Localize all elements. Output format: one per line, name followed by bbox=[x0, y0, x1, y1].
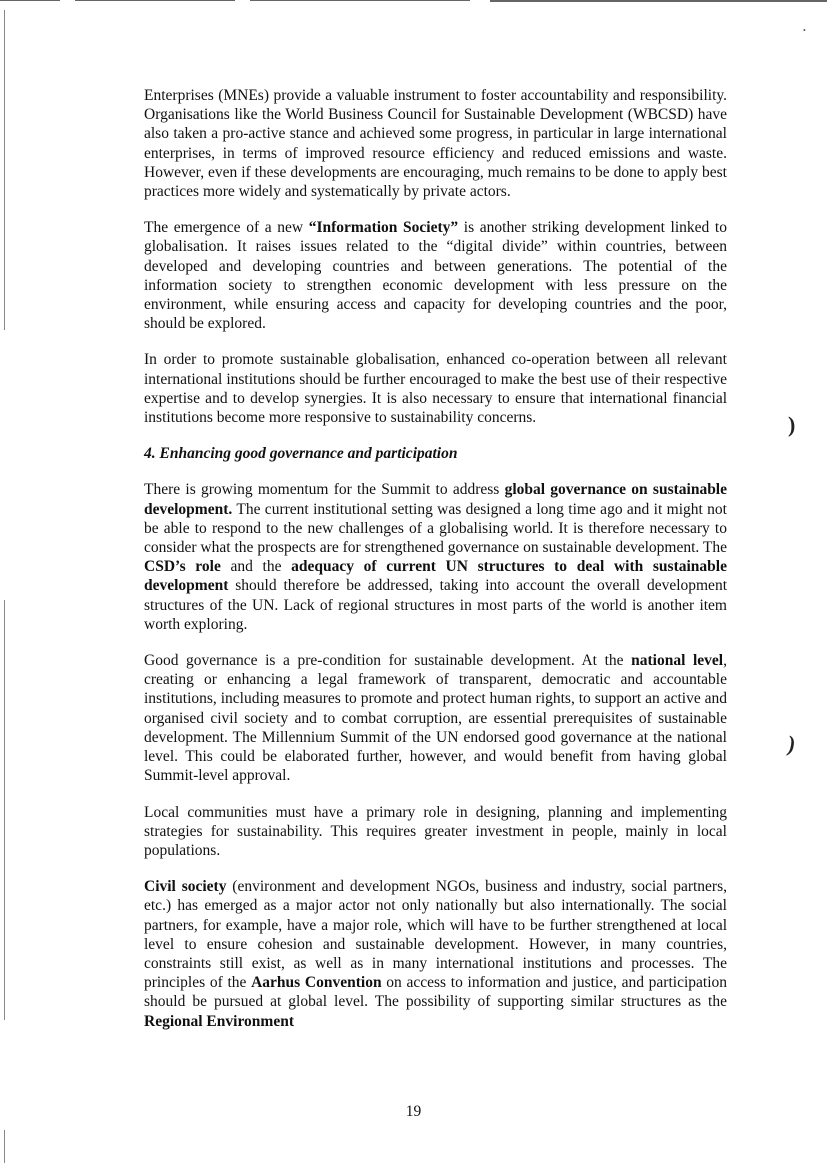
text-run: (environment and development NGOs, business and industry, social partners, etc.) has emerged as a major actor not only nationally but also internationally. The social partners, for example, have a major role, which will have to be further strengthened at local level to ensure cohesion and sustainable development. However, in many countries, constraints still exist, as well as in many international institutions and processes. The principles of the bbox=[144, 878, 727, 992]
bold-term: Regional Environment bbox=[144, 1012, 294, 1030]
top-rule-segment bbox=[0, 0, 60, 1]
bold-term: “Information Society” bbox=[308, 219, 459, 237]
text-run: is another striking development linked to globalisation. It raises issues related to the “digital divide” within countries, between developed and developing countries and between generations. The potential of the information society to strengthen economic development with less pressure on the environment, while ensuring access and capacity for developing countries and the poor, should be explored. bbox=[144, 219, 727, 333]
heading-text: 4. Enhancing good governance and participation bbox=[144, 445, 458, 463]
paragraph bbox=[144, 651, 727, 785]
document-body bbox=[144, 86, 727, 1048]
scan-speck: • bbox=[803, 26, 806, 35]
scan-edge-line bbox=[4, 10, 5, 330]
text-run: Good governance is a pre-condition for sustainable development. At the bbox=[144, 652, 632, 670]
text-run: In order to promote sustainable globalisation, enhanced co-operation between all relevant international institutions should be further encouraged to make the best use of their respective expertise and to develop synergies. It is also necessary to ensure that international financial institutions become more responsive to sustainability concerns. bbox=[144, 351, 727, 427]
bold-term: Aarhus Convention bbox=[251, 974, 382, 992]
text-run: and the bbox=[220, 558, 292, 576]
binder-hole-mark: ) bbox=[788, 731, 796, 756]
text-run: The current institutional setting was designed a long time ago and it might not be able to respond to the new challenges of a globalising world. It is therefore necessary to consider what the prospects are for strengthened governance on sustainable development. The bbox=[144, 500, 727, 557]
paragraph bbox=[144, 480, 727, 634]
page-number: 19 bbox=[405, 1103, 422, 1120]
text-run: The emergence of a new bbox=[144, 219, 309, 237]
top-rule-segment bbox=[490, 0, 827, 2]
paragraph bbox=[144, 350, 727, 427]
bold-term: CSD’s role bbox=[144, 558, 221, 576]
paragraph bbox=[144, 877, 727, 1031]
top-border-rule bbox=[0, 0, 827, 3]
paragraph bbox=[144, 86, 727, 201]
scan-edge-line bbox=[4, 1130, 5, 1163]
paragraph bbox=[144, 218, 727, 333]
top-rule-segment bbox=[250, 0, 470, 1]
section-heading bbox=[144, 444, 727, 463]
text-run: There is growing momentum for the Summit to address bbox=[144, 481, 505, 499]
text-run: Enterprises (MNEs) provide a valuable instrument to foster accountability and responsibility. Organisations like the World Business Council for Sustainable Development (WBCSD) have also taken a pro-active stance and achieved some progress, in particular in large international enterprises, in terms of improved resource efficiency and reduced emissions and waste. However, even if these developments are encouraging, much remains to be done to apply best practices more widely and systematically by private actors. bbox=[144, 87, 727, 201]
top-rule-segment bbox=[75, 0, 235, 1]
binder-hole-mark: ) bbox=[788, 412, 796, 437]
bold-term: national level bbox=[631, 652, 724, 670]
bold-term: adequacy of current UN structures to deal with sustainable development bbox=[144, 558, 727, 595]
text-run: on access to information and justice, and participation should be pursued at global level. The possibility of supporting similar structures as the bbox=[144, 974, 727, 1011]
bold-term: Civil society bbox=[144, 878, 227, 896]
paragraph bbox=[144, 803, 727, 861]
scan-edge-line bbox=[4, 600, 5, 1020]
text-run: , creating or enhancing a legal framework of transparent, democratic and accountable institutions, including measures to promote and protect human rights, to support an active and organised civil society and to combat corruption, are essential prerequisites of sustainable development. The Millennium Summit of the UN endorsed good governance at the national level. This could be elaborated further, however, and would benefit from having global Summit-level approval. bbox=[144, 652, 727, 785]
text-run: should therefore be addressed, taking into account the overall development structures of the UN. Lack of regional structures in most parts of the world is another item worth exploring. bbox=[144, 577, 727, 633]
text-run: Local communities must have a primary role in designing, planning and implementing strategies for sustainability. This requires greater investment in people, mainly in local populations. bbox=[144, 803, 727, 859]
bold-term: global governance on sustainable development. bbox=[144, 481, 727, 518]
